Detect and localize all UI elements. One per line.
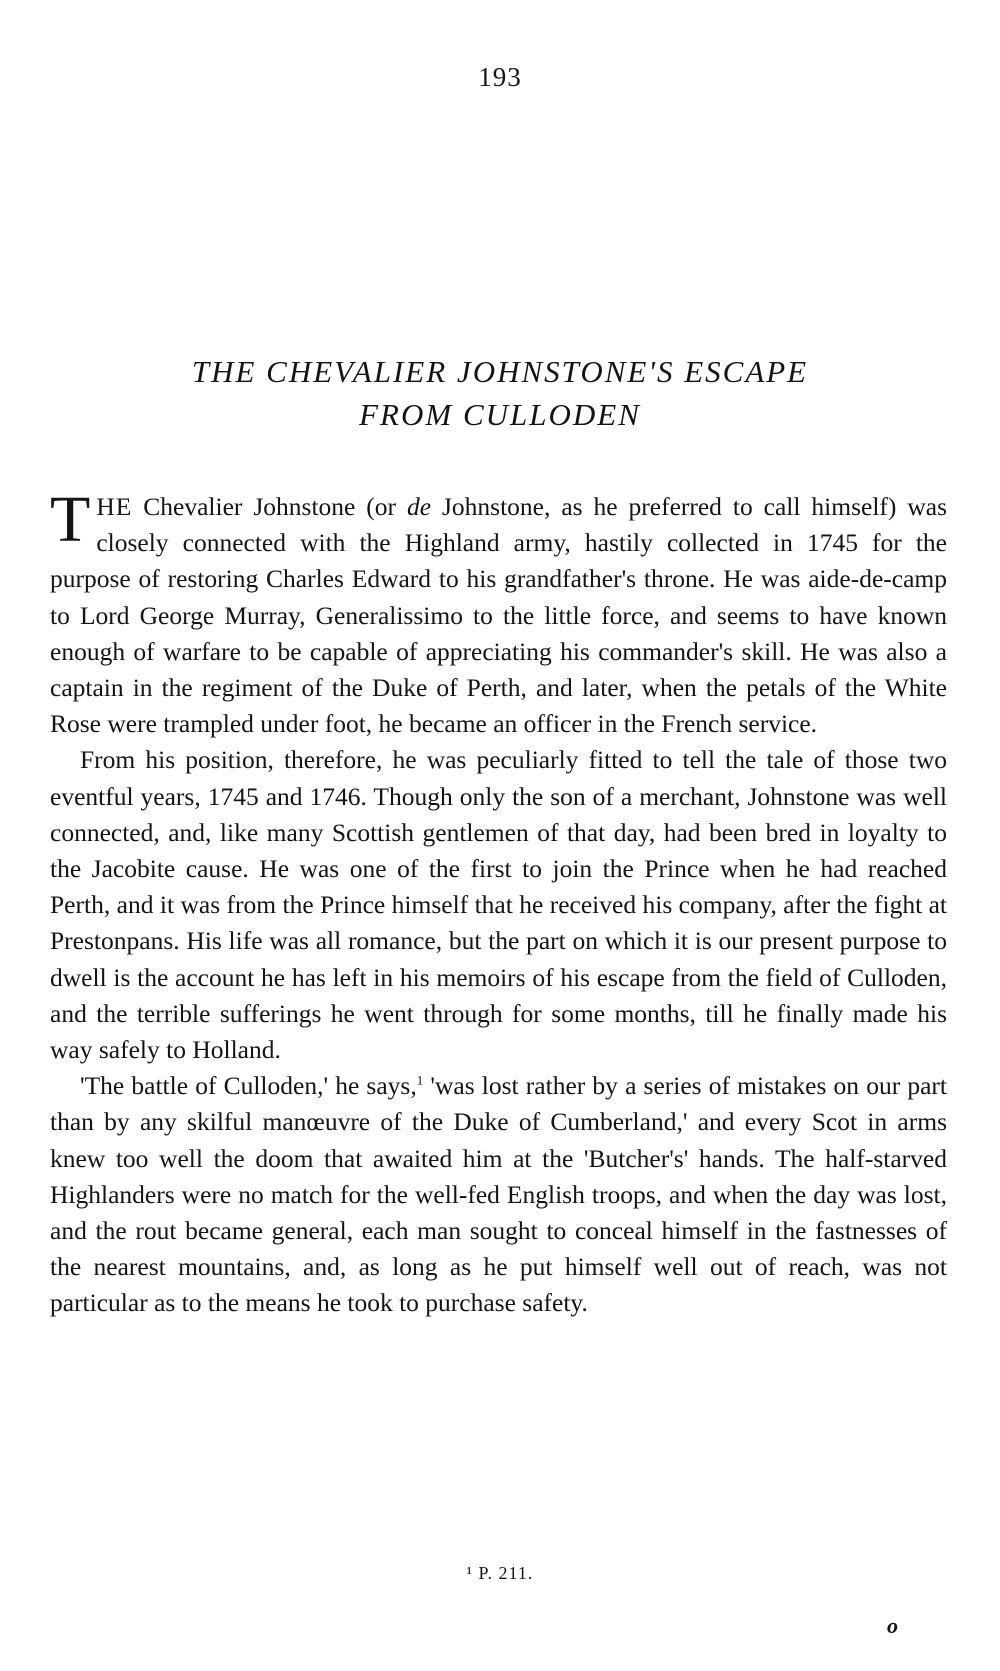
paragraph-3-text-b: 'was lost rather by a series of mistakes on our part than by any skilful manœuvre of the Duke of Cumberland,' and every Scot in arms knew too well the doom that awaited him at the 'Butcher's' hands. The half-starved Highlanders were no match for the well-fed English troops, and when the day was lost, and the rout became general, each man sought to conceal himself in the fastnesses of the nearest mountains, and, as long as he put himself well out of reach, was not particular as to the means he took to purchase safety. (50, 1071, 947, 1318)
paragraph-1-text-b: Johnstone, as he preferred to call himself) was closely connected with the Highland army, hastily collected in 1745 for the purpose of restoring Charles Edward to his grandfather's throne. He was aide-de-camp to Lord George Murray, Generalissimo to the little force, and seems to have known enough of warfare to be capable of appreciating his commander's skill. He was also a captain in the regiment of the Duke of Perth, and later, when the petals of the White Rose were trampled under foot, he became an officer in the French service. (50, 492, 947, 739)
paragraph-2: From his position, therefore, he was peculiarly fitted to tell the tale of those two eventful years, 1745 and 1746. Though only the son of a merchant, Johnstone was well connected, and, like many Scottish gentlemen of that day, had been bred in loyalty to the Jacobite cause. He was one of the first to join the Prince when he had reached Perth, and it was from the Prince himself that he received his company, after the fight at Prestonpans. His life was all romance, but the part on which it is our present purpose to dwell is the account he has left in his memoirs of his escape from the field of Culloden, and the terrible sufferings he went through for some months, till he finally made his way safely to Holland. (50, 745, 947, 1065)
paragraph-1-italic-de: de (406, 492, 432, 521)
first-word-rest: HE (96, 492, 133, 521)
chapter-title-line-2: FROM CULLODEN (359, 397, 641, 432)
chapter-title-line-1: THE CHEVALIER JOHNSTONE'S ESCAPE (191, 354, 809, 389)
paragraph-1 (50, 483, 947, 742)
drop-cap: T (50, 483, 91, 556)
footnote-reference: 1 (416, 1072, 424, 1088)
paragraph-3-text-a: 'The battle of Culloden,' he says, (80, 1071, 417, 1101)
footnote: ¹ P. 211. (466, 1563, 534, 1583)
chapter-title (60, 350, 940, 436)
paragraph-1-text-a: Chevalier Johnstone (or (132, 492, 407, 521)
paragraph-3 (50, 1068, 947, 1321)
signature-mark: o (887, 1613, 898, 1638)
page-number: 193 (478, 62, 522, 92)
body-text (50, 483, 947, 1322)
